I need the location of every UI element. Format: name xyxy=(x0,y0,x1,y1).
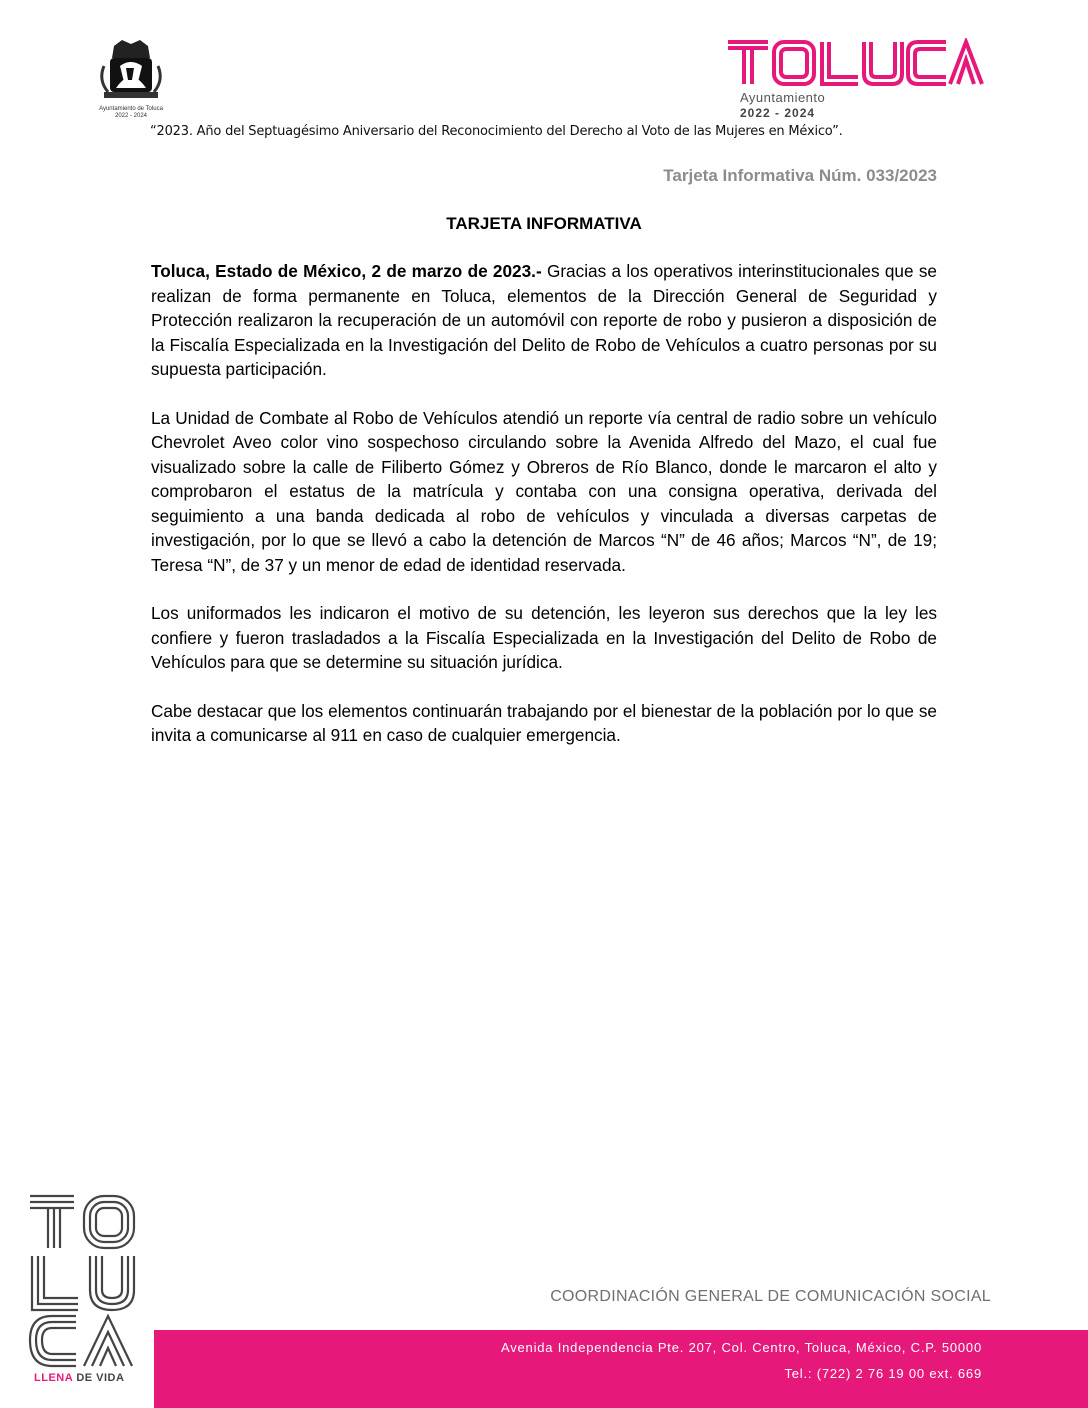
brand-years: 2022 - 2024 xyxy=(740,106,816,120)
slogan-part-1: LLENA xyxy=(34,1372,73,1384)
paragraph-lead xyxy=(151,259,937,382)
seal-caption-years: 2022 - 2024 xyxy=(114,113,148,119)
paragraph: Los uniformados les indicaron el motivo de su detención, les leyeron sus derechos que la ley les confiere y fueron trasladados a la Fiscalía Especializada en la Investigación del Delito de Robo de Vehículos para que se determine su situación jurídica. xyxy=(151,603,937,672)
footer-band xyxy=(154,1330,1088,1408)
toluca-stacked-logo-icon xyxy=(28,1194,144,1370)
footer-slogan xyxy=(34,1372,124,1384)
coordination-office: COORDINACIÓN GENERAL DE COMUNICACIÓN SOCIAL xyxy=(550,1288,991,1305)
year-motto: “2023. Año del Septuagésimo Aniversario del Reconocimiento del Derecho al Voto de las Mujeres en México”. xyxy=(150,124,843,139)
document-body xyxy=(151,259,937,772)
dateline: Toluca, Estado de México, 2 de marzo de 2023.- xyxy=(151,261,542,281)
coat-of-arms-icon xyxy=(86,36,176,106)
municipal-seal xyxy=(86,36,176,122)
paragraph: Cabe destacar que los elementos continuarán trabajando por el bienestar de la población por lo que se invita a comunicarse al 911 en caso de cualquier emergencia. xyxy=(151,700,937,745)
slogan-part-2: DE VIDA xyxy=(72,1372,125,1384)
seal-caption: Ayuntamiento de Toluca xyxy=(99,106,163,112)
paragraph-lead-text: Gracias a los operativos interinstitucionales que se realizan de forma permanente en Toluca, elementos de la Dirección General de Seguridad y Protección realizaron la recuperación de un automóvil con reporte de robo y pusieron a disposición de la Fiscalía Especializada en la Investigación del Delito de Robo de Vehículos a cuatro personas por su supuesta participación. xyxy=(151,261,937,379)
paragraph: La Unidad de Combate al Robo de Vehículos atendió un reporte vía central de radio sobre un vehículo Chevrolet Aveo color vino sospechoso circulando sobre la Avenida Alfredo del Mazo, el cual fue visualizado sobre la calle de Filiberto Gómez y Obreros de Río Blanco, donde le marcaron el alto y comprobaron el estatus de la matrícula y contaba con una consigna operativa, derivada del seguimiento a una banda dedicada al robo de vehículos y vinculada a diversas carpetas de investigación, por lo que se llevó a cabo la detención de Marcos “N” de 46 años; Marcos “N”, de 19; Teresa “N”, de 37 y un menor de edad de identidad reservada. xyxy=(151,407,937,575)
footer-address: Avenida Independencia Pte. 207, Col. Centro, Toluca, México, C.P. 50000 xyxy=(500,1340,982,1355)
toluca-wordmark-icon xyxy=(724,38,986,88)
card-number: Tarjeta Informativa Núm. 033/2023 xyxy=(663,166,937,185)
footer-toluca-logo xyxy=(28,1194,144,1394)
footer-phone: Tel.: (722) 2 76 19 00 ext. 669 xyxy=(784,1366,982,1381)
brand-subtitle: Ayuntamiento xyxy=(740,90,826,105)
document-title: TARJETA INFORMATIVA xyxy=(446,214,642,233)
toluca-logo xyxy=(724,38,986,124)
